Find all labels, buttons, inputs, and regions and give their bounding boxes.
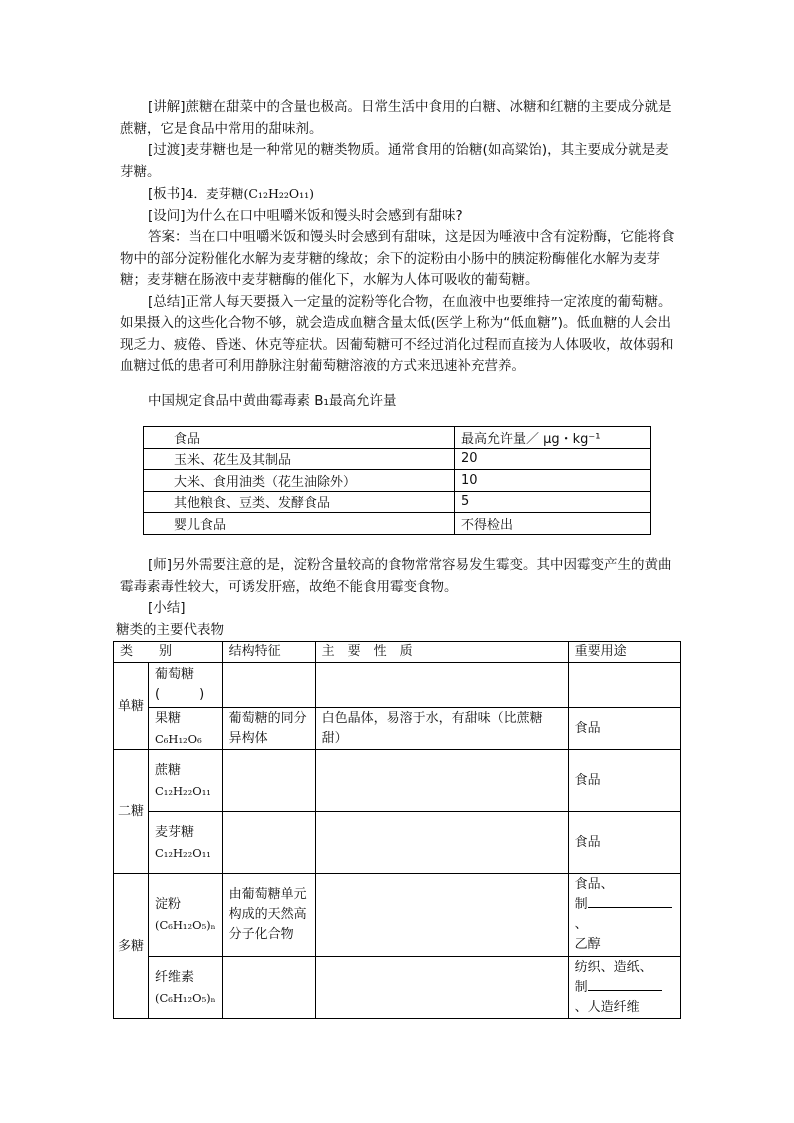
cell-food: 玉米、花生及其制品 xyxy=(144,448,455,470)
teacher-paragraphs xyxy=(120,555,680,620)
fill-blank[interactable] xyxy=(588,895,672,908)
table-header-row xyxy=(114,642,681,663)
fill-blank[interactable] xyxy=(588,978,662,991)
teacher-paragraph: [师]另外需要注意的是，淀粉含量较高的食物常常容易发生霉变。其中因霉变产生的黄曲霉毒素毒性较大，可诱发肝癌，故绝不能食用霉变食物。 xyxy=(120,557,672,595)
transition-paragraph: [过渡]麦芽糖也是一种常见的糖类物质。通常食用的饴糖(如高粱饴)，其主要成分就是麦芽糖。 xyxy=(120,142,669,180)
cell-use: 食品、 制、 乙醇 xyxy=(568,874,680,957)
table-row xyxy=(144,448,651,470)
header-category: 类 别 xyxy=(114,642,223,663)
cell-property xyxy=(315,663,568,708)
carbohydrate-summary-table xyxy=(113,641,681,1019)
header-limit: 最高允许量／ μg・kg⁻¹ xyxy=(455,427,651,449)
cell-use: 食品 xyxy=(568,750,680,812)
group-disaccharide: 二糖 xyxy=(114,750,149,874)
table1-caption: 中国规定食品中黄曲霉毒素 B₁最高允许量 xyxy=(148,393,397,409)
intro-paragraphs xyxy=(120,97,680,378)
cell-food: 其他粮食、豆类、发酵食品 xyxy=(144,491,455,513)
header-use: 重要用途 xyxy=(568,642,680,663)
cell-use xyxy=(568,663,680,708)
brief-summary-label: [小结] xyxy=(148,600,186,616)
header-property: 主 要 性 质 xyxy=(315,642,568,663)
header-food: 食品 xyxy=(144,427,455,449)
question-paragraph: [设问]为什么在口中咀嚼米饭和馒头时会感到有甜味? xyxy=(148,207,463,224)
cell-limit: 5 xyxy=(455,491,651,513)
board-note: [板书]4．麦芽糖(C₁₂H₂₂O₁₁) xyxy=(148,186,315,202)
table-row xyxy=(114,874,681,957)
table-row xyxy=(114,708,681,750)
table-row xyxy=(144,470,651,492)
aflatoxin-limit-table xyxy=(143,426,651,535)
summary-paragraph: [总结]正常人每天要摄入一定量的淀粉等化合物，在血液中也要维持一定浓度的葡萄糖。如果摄入的这些化合物不够，就会造成血糖含量太低(医学上称为“低血糖”)。低血糖的人会出现乏力、疲倦、昏迷、休克等症状。因葡萄糖可不经过消化过程而直接为人体吸收，故体弱和血糖过低的患者可利用静脉注射葡萄糖溶液的方式来迅速补充营养。 xyxy=(120,293,674,374)
cell-property xyxy=(315,957,568,1019)
cell-property xyxy=(315,750,568,812)
cell-property xyxy=(315,874,568,957)
cell-maltose: 麦芽糖 C₁₂H₂₂O₁₁ xyxy=(149,812,223,874)
table-header-row xyxy=(144,427,651,449)
cell-limit: 10 xyxy=(455,470,651,492)
table-row xyxy=(114,957,681,1019)
cell-structure: 葡萄糖的同分异构体 xyxy=(222,708,315,750)
group-polysaccharide: 多糖 xyxy=(114,874,149,1019)
cell-limit: 20 xyxy=(455,448,651,470)
table2-caption: 糖类的主要代表物 xyxy=(116,622,224,638)
cell-limit: 不得检出 xyxy=(455,513,651,535)
answer-paragraph: 答案：当在口中咀嚼米饭和馒头时会感到有甜味，这是因为唾液中含有淀粉酶，它能将食物中的部分淀粉催化水解为麦芽糖的缘故；余下的淀粉由小肠中的胰淀粉酶催化水解为麦芽糖；麦芽糖在肠液中麦芽糖酶的催化下，水解为人体可吸收的葡萄糖。 xyxy=(120,229,675,288)
table-row xyxy=(114,812,681,874)
cell-starch: 淀粉 (C₆H₁₂O₅)ₙ xyxy=(149,874,223,957)
header-structure: 结构特征 xyxy=(222,642,315,663)
explain-paragraph: [讲解]蔗糖在甜菜中的含量也极高。日常生活中食用的白糖、冰糖和红糖的主要成分就是蔗糖，它是食品中常用的甜味剂。 xyxy=(120,99,672,137)
cell-fructose: 果糖 C₆H₁₂O₆ xyxy=(149,708,223,750)
cell-structure: 由葡萄糖单元构成的天然高分子化合物 xyxy=(222,874,315,957)
cell-food: 大米、食用油类（花生油除外） xyxy=(144,470,455,492)
table-row xyxy=(114,750,681,812)
cell-cellulose: 纤维素 (C₆H₁₂O₅)ₙ xyxy=(149,957,223,1019)
cell-use: 食品 xyxy=(568,708,680,750)
cell-property xyxy=(315,812,568,874)
cell-glucose: 葡萄糖 ( ) xyxy=(149,663,223,708)
cell-food: 婴儿食品 xyxy=(144,513,455,535)
cell-structure xyxy=(222,663,315,708)
cell-structure xyxy=(222,812,315,874)
cell-structure xyxy=(222,957,315,1019)
cell-sucrose: 蔗糖 C₁₂H₂₂O₁₁ xyxy=(149,750,223,812)
table-row xyxy=(144,513,651,535)
cell-use: 纺织、造纸、 制、人造纤维 xyxy=(568,957,680,1019)
group-monosaccharide: 单糖 xyxy=(114,663,149,750)
cell-use: 食品 xyxy=(568,812,680,874)
table-row xyxy=(114,663,681,708)
cell-property: 白色晶体，易溶于水，有甜味（比蔗糖甜） xyxy=(315,708,568,750)
table-row xyxy=(144,491,651,513)
cell-structure xyxy=(222,750,315,812)
